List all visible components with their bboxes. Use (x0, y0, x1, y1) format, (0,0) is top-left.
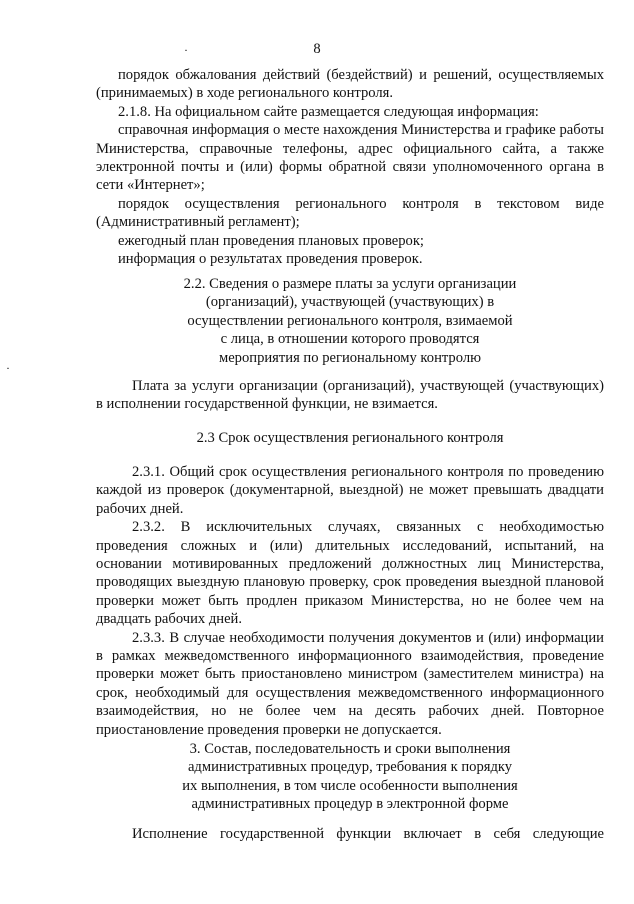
page-number: 8 (313, 41, 321, 57)
heading-line: 2.2. Сведения о размере платы за услуги организации (183, 276, 517, 292)
intro-block (96, 66, 604, 268)
section-3-body (96, 825, 604, 843)
section-3-heading (96, 740, 604, 814)
section-2-3-paragraph: 2.3.3. В случае необходимости получения документов и (или) информации в рамках межведомственного информационного взаимодействия, проведение проверки может быть приостановлено министром (заместителем министра) на срок, необходимый для осуществления межведомственного информационного взаимодействия, но не более чем на десять рабочих дней. Повторное приостановление проведения проверки не допускается. (96, 629, 604, 738)
heading-line: с лица, в отношении которого проводятся (220, 331, 480, 348)
heading-line: мероприятия по региональному контролю (218, 349, 482, 366)
intro-paragraph: справочная информация о месте нахождения Министерства и графике работы Министерства, справочные телефоны, адрес официального сайта, а также электронной почты и (или) формы обратной связи уполномоченного органа в сети «Интернет»; (96, 122, 604, 194)
section-2-3-paragraph: 2.3.1. Общий срок осуществления регионального контроля по проведению каждой из проверок (документарной, выездной) не может превышать двадцати рабочих дней. (96, 464, 604, 517)
heading-line: административных процедур, требования к порядку (187, 759, 513, 776)
intro-paragraph: порядок осуществления регионального контроля в текстовом виде (Административный регламент); (96, 195, 604, 231)
heading-line: осуществлении регионального контроля, взимаемой (187, 312, 513, 329)
section-2-2-heading (96, 275, 604, 367)
heading-line: административных процедур в электронной форме (191, 796, 509, 813)
section-2-3-paragraph: 2.3.2. В исключительных случаях, связанных с необходимостью проведения сложных и (или) длительных исследований, испытаний, на основании мотивированных предложений должностных лиц Министерства, проводящих выездную плановую проверку, срок проведения выездной плановой проверки может быть продлен приказом Министерства, но не более чем на двадцать рабочих дней. (96, 519, 604, 628)
scan-speck: · (6, 361, 10, 375)
intro-paragraph: 2.1.8. На официальном сайте размещается следующая информация: (118, 103, 539, 120)
section-2-2-paragraph: Плата за услуги организации (организаций), участвующей (участвующих) в исполнении государственной функции, не взимается. (96, 378, 604, 413)
heading-line: их выполнения, в том числе особенности выполнения (182, 777, 518, 794)
heading-line: (организаций), участвующей (участвующих) в (205, 294, 495, 311)
section-2-3-heading (96, 429, 604, 447)
heading-line: 2.3 Срок осуществления регионального контроля (196, 430, 504, 446)
intro-paragraph: ежегодный план проведения плановых проверок; (118, 232, 424, 249)
heading-line: 3. Состав, последовательность и сроки выполнения (189, 741, 511, 757)
section-3-paragraph: Исполнение государственной функции включает в себя следующие (132, 826, 604, 842)
intro-paragraph: порядок обжалования действий (бездействий) и решений, осуществляемых (принимаемых) в ходе регионального контроля. (96, 67, 604, 102)
section-2-2-body (96, 377, 604, 414)
intro-paragraph: информация о результатах проведения проверок. (118, 251, 423, 268)
section-2-3-body (96, 463, 604, 739)
scan-speck: · (184, 43, 188, 57)
